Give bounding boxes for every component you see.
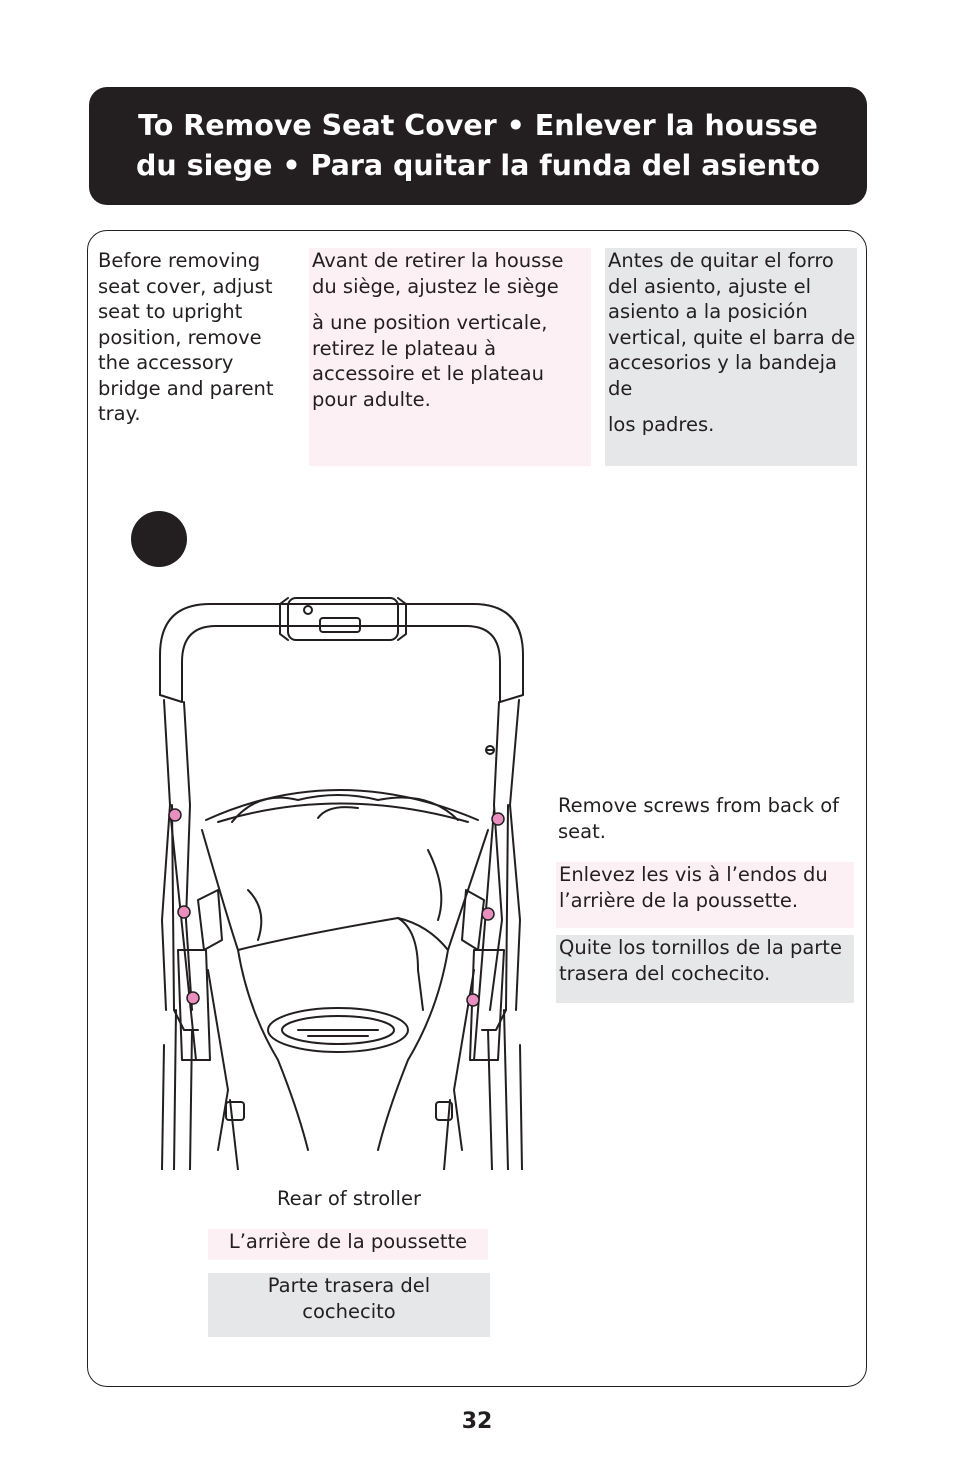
stroller-rear-illustration xyxy=(148,590,538,1170)
intro-french-text-1: Avant de retirer la housse du siège, ajustez le siège xyxy=(312,249,564,298)
intro-french-text-2: à une position verticale, retirez le plateau à accessoire et le plateau pour adulte. xyxy=(312,311,548,411)
instruction-french: Enlevez les vis à l’endos du l’arrière de la poussette. xyxy=(556,862,854,928)
instruction-english: Remove screws from back of seat. xyxy=(558,794,840,843)
caption-spanish-text: Parte trasera del cochecito xyxy=(267,1274,431,1323)
instruction-spanish: Quite los tornillos de la parte trasera del cochecito. xyxy=(556,935,854,1003)
intro-spanish-text-2: los padres. xyxy=(608,413,715,436)
intro-english xyxy=(98,248,298,427)
title-line-2: du siege • Para quitar la funda del asiento xyxy=(136,149,820,182)
title-banner xyxy=(89,87,867,205)
title-line-1: To Remove Seat Cover • Enlever la housse xyxy=(138,109,818,142)
page-number: 32 xyxy=(461,1409,493,1434)
intro-french xyxy=(309,248,591,466)
intro-spanish-text-1: Antes de quitar el forro del asiento, ajuste el asiento a la posición vertical, quite el barra de accesorios y la bandeja de xyxy=(608,249,856,400)
intro-spanish xyxy=(605,248,857,466)
caption-french: L’arrière de la poussette xyxy=(208,1229,488,1260)
caption-spanish xyxy=(208,1273,490,1337)
step-marker-dot xyxy=(131,511,187,567)
intro-english-text: Before removing seat cover, adjust seat to upright position, remove the accessory bridge and parent tray. xyxy=(98,249,274,425)
caption-english: Rear of stroller xyxy=(276,1187,421,1210)
